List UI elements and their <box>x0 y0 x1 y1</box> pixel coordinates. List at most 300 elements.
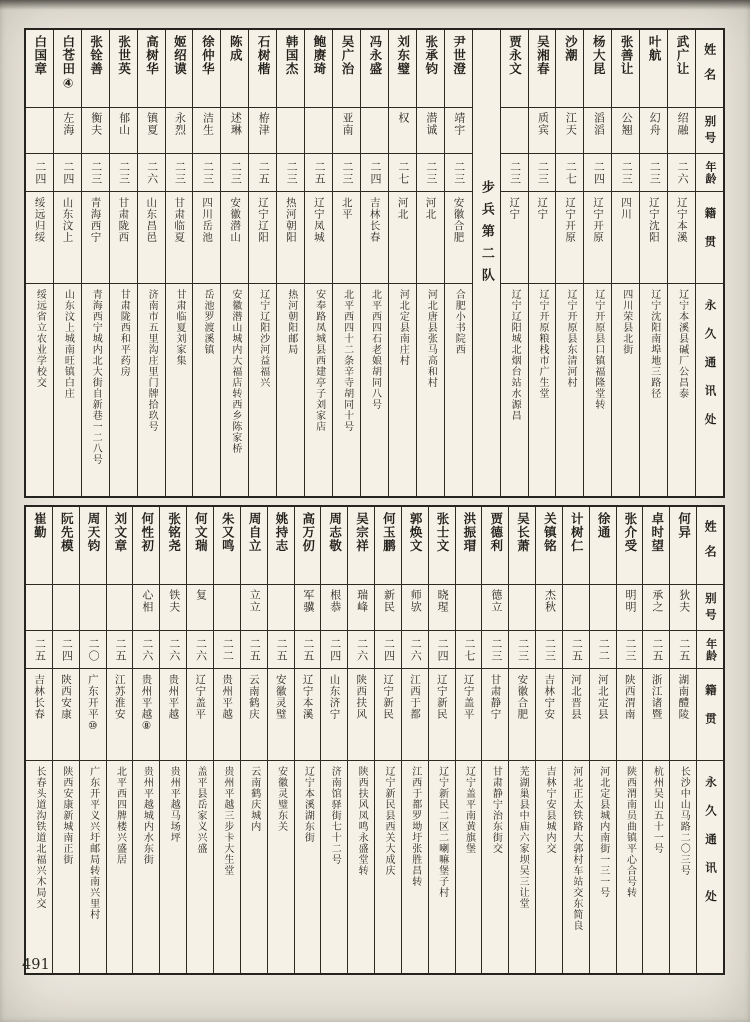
origin-cell: 陕西渭南 <box>617 669 643 761</box>
address-cell: 陕西渭南员曲镇平心合号转 <box>624 766 636 898</box>
age-cell: 二七 <box>556 154 583 192</box>
person-column <box>643 507 670 973</box>
age-cell: 二三 <box>277 154 304 192</box>
name-cell: 周天钧 <box>80 507 106 585</box>
person-column <box>590 507 617 973</box>
name-cell: 计树仁 <box>563 507 589 585</box>
person-column <box>456 507 483 973</box>
age-cell: 二三 <box>509 631 535 669</box>
age-cell: 二〇 <box>80 631 106 669</box>
age-cell: 二六 <box>187 631 213 669</box>
age-cell: 二六 <box>160 631 186 669</box>
origin-cell: 辽宁沈阳 <box>640 192 667 284</box>
name-cell: 何异 <box>670 507 696 585</box>
address-cell: 安徽灵璧东关 <box>275 766 287 832</box>
age-cell: 二三 <box>482 631 508 669</box>
address-cell: 辽宁新民县西关大成庆 <box>382 766 394 876</box>
alias-cell <box>268 585 294 631</box>
address-cell: 济南馆驿街七十二号 <box>329 766 341 865</box>
origin-cell: 辽宁盖平 <box>456 669 482 761</box>
age-cell: 二三 <box>417 154 444 192</box>
address-cell: 贵州平越城内水东街 <box>141 766 153 865</box>
alias-cell <box>26 585 52 631</box>
alias-cell: 德立 <box>482 585 508 631</box>
name-cell: 张铨善 <box>82 30 109 108</box>
origin-cell: 辽宁 <box>501 192 528 284</box>
origin-cell: 贵州平越⑧ <box>133 669 159 761</box>
origin-cell: 浙江诸暨 <box>643 669 669 761</box>
person-column <box>617 507 644 973</box>
origin-cell: 吉林宁安 <box>536 669 562 761</box>
alias-cell: 衡夫 <box>82 108 109 154</box>
person-column <box>187 507 214 973</box>
person-column <box>563 507 590 973</box>
person-column <box>429 507 456 973</box>
name-cell: 吴湘春 <box>529 30 556 108</box>
person-column <box>375 507 402 973</box>
person-column <box>193 30 221 496</box>
alias-cell <box>26 108 53 154</box>
origin-cell: 吉林长春 <box>361 192 388 284</box>
origin-cell: 贵州平越 <box>160 669 186 761</box>
row-label-name-cell: 姓名 <box>696 30 723 108</box>
address-cell: 辽宁辽阳城北烟台站水源昌 <box>509 289 521 421</box>
alias-cell: 师欤 <box>402 585 428 631</box>
alias-cell: 永烈 <box>166 108 193 154</box>
address-cell: 绥远省立农业学校交 <box>34 289 46 388</box>
origin-cell: 河北 <box>389 192 416 284</box>
origin-cell: 辽宁开原 <box>584 192 611 284</box>
person-column <box>166 30 194 496</box>
name-cell: 姬绍谟 <box>166 30 193 108</box>
name-cell: 武广让 <box>668 30 695 108</box>
age-cell: 二三 <box>612 154 639 192</box>
row-labels-column <box>696 30 723 496</box>
person-column <box>82 30 110 496</box>
address-cell: 北平西四石老娘胡同八号 <box>369 289 381 410</box>
alias-cell <box>80 585 106 631</box>
alias-cell: 滔滔 <box>584 108 611 154</box>
age-cell: 二三 <box>501 154 528 192</box>
address-cell: 辽宁开原县东清河村 <box>564 289 576 388</box>
origin-cell: 安徽潜山 <box>221 192 248 284</box>
address-cell: 岳池罗渡溪镇 <box>201 289 213 355</box>
address-cell: 辽宁新民二区二喇嘛堡子村 <box>436 766 448 898</box>
age-cell: 二二 <box>214 631 240 669</box>
person-column <box>333 30 361 496</box>
age-cell: 二四 <box>26 154 53 192</box>
origin-cell: 云南鹤庆 <box>241 669 267 761</box>
section-title: 步兵第二队 <box>478 180 494 290</box>
age-cell: 二四 <box>429 631 455 669</box>
name-cell: 吴广治 <box>333 30 360 108</box>
name-cell: 刘文章 <box>107 507 133 585</box>
age-cell: 二三 <box>529 154 556 192</box>
alias-cell: 质宾 <box>529 108 556 154</box>
name-cell: 郭焕文 <box>402 507 428 585</box>
person-column <box>584 30 612 496</box>
alias-cell: 绍融 <box>668 108 695 154</box>
person-column <box>277 30 305 496</box>
person-column <box>417 30 445 496</box>
person-column <box>295 507 322 973</box>
person-column <box>53 507 80 973</box>
address-cell: 长沙中山马路二〇三号 <box>678 766 690 876</box>
age-cell: 二三 <box>333 154 360 192</box>
address-cell: 贵州平越马场坪 <box>168 766 180 843</box>
age-cell: 二五 <box>107 631 133 669</box>
name-cell: 徐仲华 <box>193 30 220 108</box>
person-column <box>501 30 529 496</box>
address-cell: 辽宁本溪县碱厂公昌泰 <box>676 289 688 399</box>
alias-cell: 立立 <box>241 585 267 631</box>
age-cell: 二七 <box>456 631 482 669</box>
person-column <box>80 507 107 973</box>
address-cell: 辽宁开原县口镇福隆堂转 <box>592 289 604 410</box>
name-cell: 尹世澄 <box>445 30 472 108</box>
address-cell: 河北正太铁路大郭村车站交东简良 <box>570 766 582 931</box>
alias-cell <box>214 585 240 631</box>
address-cell: 河北唐县张马高和村 <box>425 289 437 388</box>
name-cell: 沙潮 <box>556 30 583 108</box>
name-cell: 关镇铭 <box>536 507 562 585</box>
origin-cell: 辽宁本溪 <box>295 669 321 761</box>
person-column <box>529 30 557 496</box>
origin-cell: 辽宁辽阳 <box>249 192 276 284</box>
address-cell: 辽宁本溪湖东街 <box>302 766 314 843</box>
name-cell: 吴长萧 <box>509 507 535 585</box>
address-cell: 杭州吴山五十一号 <box>651 766 663 854</box>
name-cell: 周自立 <box>241 507 267 585</box>
age-cell: 二六 <box>133 631 159 669</box>
alias-cell <box>456 585 482 631</box>
origin-cell: 贵州平越 <box>214 669 240 761</box>
origin-cell: 江苏淮安 <box>107 669 133 761</box>
address-cell: 辽宁开原粮栈市广生堂 <box>537 289 549 399</box>
name-cell: 何性初 <box>133 507 159 585</box>
alias-cell: 亚南 <box>333 108 360 154</box>
name-cell: 冯永盛 <box>361 30 388 108</box>
alias-cell: 杰秋 <box>536 585 562 631</box>
age-cell: 二三 <box>536 631 562 669</box>
age-cell: 二七 <box>389 154 416 192</box>
person-column <box>160 507 187 973</box>
person-column <box>402 507 429 973</box>
alias-cell: 根恭 <box>321 585 347 631</box>
origin-cell: 辽宁开原 <box>556 192 583 284</box>
origin-cell: 吉林长春 <box>26 669 52 761</box>
address-cell: 甘肃陇西和平药房 <box>118 289 130 377</box>
roster-table-bottom <box>24 505 725 975</box>
origin-cell: 辽宁新民 <box>375 669 401 761</box>
name-cell: 白国章 <box>26 30 53 108</box>
name-cell: 高树华 <box>138 30 165 108</box>
person-column <box>556 30 584 496</box>
origin-cell: 山东昌邑 <box>138 192 165 284</box>
age-cell: 二五 <box>305 154 332 192</box>
name-cell: 韩国杰 <box>277 30 304 108</box>
person-column <box>107 507 134 973</box>
name-cell: 吴宗祥 <box>348 507 374 585</box>
origin-cell: 青海西宁 <box>82 192 109 284</box>
alias-cell: 明明 <box>617 585 643 631</box>
age-cell: 二六 <box>138 154 165 192</box>
age-cell: 二五 <box>563 631 589 669</box>
row-label-alias-cell: 别号 <box>696 108 723 154</box>
alias-cell: 江天 <box>556 108 583 154</box>
name-cell: 朱又鸣 <box>214 507 240 585</box>
age-cell: 二三 <box>82 154 109 192</box>
person-column <box>54 30 82 496</box>
name-cell: 张介受 <box>617 507 643 585</box>
alias-cell: 左海 <box>54 108 81 154</box>
person-column <box>249 30 277 496</box>
section-column <box>473 30 501 496</box>
origin-cell: 湖南醴陵 <box>670 669 696 761</box>
name-cell: 叶航 <box>640 30 667 108</box>
row-label-origin-cell: 籍贯 <box>697 669 723 761</box>
address-cell: 安奉路凤城县西建亭子刘家店 <box>313 289 325 432</box>
person-column <box>445 30 473 496</box>
age-cell: 二四 <box>53 631 79 669</box>
origin-cell: 北平 <box>333 192 360 284</box>
origin-cell: 辽宁盖平 <box>187 669 213 761</box>
name-cell: 陈成 <box>221 30 248 108</box>
age-cell: 二四 <box>321 631 347 669</box>
alias-cell: 郁山 <box>110 108 137 154</box>
person-column <box>241 507 268 973</box>
address-cell: 四川荣县北街 <box>620 289 632 355</box>
person-column <box>321 507 348 973</box>
address-cell: 陕西安康新城南正街 <box>60 766 72 865</box>
alias-cell: 镇夏 <box>138 108 165 154</box>
address-cell: 长春头道沟铁道北福兴木局交 <box>33 766 45 909</box>
row-label-alias-cell: 别号 <box>697 585 723 631</box>
alias-cell <box>361 108 388 154</box>
alias-cell: 述琳 <box>221 108 248 154</box>
age-cell: 二三 <box>110 154 137 192</box>
row-label-age-cell: 年龄 <box>697 631 723 669</box>
person-column <box>536 507 563 973</box>
alias-cell <box>107 585 133 631</box>
name-cell: 高万仞 <box>295 507 321 585</box>
page-content <box>24 28 725 975</box>
roster-table-top <box>24 28 725 498</box>
alias-cell: 承之 <box>643 585 669 631</box>
name-cell: 卓时望 <box>643 507 669 585</box>
person-column <box>110 30 138 496</box>
address-cell: 广东开平义兴圩邮局转南兴里村 <box>87 766 99 920</box>
origin-cell: 甘肃陇西 <box>110 192 137 284</box>
address-cell: 辽宁盖平南黄旗堡 <box>463 766 475 854</box>
age-cell: 二五 <box>26 631 52 669</box>
name-cell: 何文瑞 <box>187 507 213 585</box>
address-cell: 江西于都罗坳圩张胜昌转 <box>409 766 421 887</box>
origin-cell: 江西于都 <box>402 669 428 761</box>
origin-cell: 绥远归绥 <box>26 192 53 284</box>
name-cell: 白苍田④ <box>54 30 81 108</box>
name-cell: 石树楷 <box>249 30 276 108</box>
alias-cell <box>509 585 535 631</box>
origin-cell: 辽宁 <box>529 192 556 284</box>
origin-cell: 山东汶上 <box>54 192 81 284</box>
address-cell: 辽宁沈阳南埠地三路径 <box>648 289 660 399</box>
name-cell: 何玉鹏 <box>375 507 401 585</box>
name-cell: 徐通 <box>590 507 616 585</box>
age-cell: 二五 <box>643 631 669 669</box>
page-number: 491 <box>22 957 50 973</box>
age-cell: 二四 <box>584 154 611 192</box>
origin-cell: 河北 <box>417 192 444 284</box>
person-column <box>221 30 249 496</box>
age-cell: 二六 <box>668 154 695 192</box>
address-cell: 云南鹤庆城内 <box>248 766 260 832</box>
alias-cell: 军骥 <box>295 585 321 631</box>
alias-cell: 幻舟 <box>640 108 667 154</box>
alias-cell: 新民 <box>375 585 401 631</box>
person-column <box>138 30 166 496</box>
age-cell: 二五 <box>670 631 696 669</box>
address-cell: 河北定县南庄村 <box>397 289 409 366</box>
alias-cell <box>53 585 79 631</box>
row-label-age-cell: 年龄 <box>696 154 723 192</box>
person-column <box>305 30 333 496</box>
name-cell: 刘东璧 <box>389 30 416 108</box>
row-label-origin-cell: 籍贯 <box>696 192 723 284</box>
age-cell: 二六 <box>348 631 374 669</box>
address-cell: 甘肃临夏刘家集 <box>174 289 186 366</box>
age-cell: 二四 <box>375 631 401 669</box>
age-cell: 二五 <box>241 631 267 669</box>
origin-cell: 甘肃临夏 <box>166 192 193 284</box>
origin-cell: 辽宁凤城 <box>305 192 332 284</box>
name-cell: 张承钧 <box>417 30 444 108</box>
alias-cell: 狄夫 <box>670 585 696 631</box>
alias-cell: 栫津 <box>249 108 276 154</box>
origin-cell: 热河朝阳 <box>277 192 304 284</box>
alias-cell: 权 <box>389 108 416 154</box>
origin-cell: 陕西扶风 <box>348 669 374 761</box>
person-column <box>26 30 54 496</box>
row-label-name-cell: 姓名 <box>697 507 723 585</box>
age-cell: 二三 <box>640 154 667 192</box>
address-cell: 安徽潜山城内大福店转西乡陈家桥 <box>229 289 241 454</box>
name-cell: 阮先模 <box>53 507 79 585</box>
address-cell: 贵州平越三步卡大生堂 <box>221 766 233 876</box>
alias-cell <box>590 585 616 631</box>
address-cell: 河北定县城内南街一三一号 <box>597 766 609 898</box>
age-cell: 二三 <box>221 154 248 192</box>
address-cell: 热河朝阳邮局 <box>285 289 297 355</box>
origin-cell: 安徽合肥 <box>445 192 472 284</box>
address-cell: 合肥小书院西 <box>453 289 465 355</box>
name-cell: 贾永文 <box>501 30 528 108</box>
person-column <box>133 507 160 973</box>
age-cell: 二六 <box>402 631 428 669</box>
address-cell: 山东汶上城南旺镇白庄 <box>62 289 74 399</box>
age-cell: 二四 <box>361 154 388 192</box>
origin-cell: 河北晋县 <box>563 669 589 761</box>
alias-cell: 心相 <box>133 585 159 631</box>
age-cell: 二三 <box>193 154 220 192</box>
age-cell: 二三 <box>445 154 472 192</box>
address-cell: 甘肃静宁治东街交 <box>490 766 502 854</box>
alias-cell <box>305 108 332 154</box>
person-column <box>214 507 241 973</box>
name-cell: 张世英 <box>110 30 137 108</box>
name-cell: 张士文 <box>429 507 455 585</box>
origin-cell: 河北定县 <box>590 669 616 761</box>
age-cell: 二五 <box>249 154 276 192</box>
origin-cell: 广东开平⑩ <box>80 669 106 761</box>
address-cell: 青海西宁城内北大街自新巷一二八号 <box>90 289 102 465</box>
age-cell: 二三 <box>166 154 193 192</box>
person-column <box>389 30 417 496</box>
origin-cell: 甘肃静宁 <box>482 669 508 761</box>
address-cell: 吉林宁安县城内交 <box>544 766 556 854</box>
alias-cell: 铁夫 <box>160 585 186 631</box>
address-cell: 济南市五里沟庄里门牌拾玖号 <box>146 289 158 432</box>
alias-cell <box>563 585 589 631</box>
row-labels-column <box>697 507 723 973</box>
origin-cell: 陕西安康 <box>53 669 79 761</box>
alias-cell <box>277 108 304 154</box>
name-cell: 张善让 <box>612 30 639 108</box>
person-column <box>361 30 389 496</box>
age-cell: 二五 <box>268 631 294 669</box>
origin-cell: 安徽合肥 <box>509 669 535 761</box>
origin-cell: 辽宁新民 <box>429 669 455 761</box>
name-cell: 鲍赓琦 <box>305 30 332 108</box>
name-cell: 贾德利 <box>482 507 508 585</box>
name-cell: 周志敬 <box>321 507 347 585</box>
origin-cell: 四川 <box>612 192 639 284</box>
name-cell: 姚持志 <box>268 507 294 585</box>
person-column <box>348 507 375 973</box>
address-cell: 陕西扶风凤鸣永盛堂转 <box>356 766 368 876</box>
person-column <box>640 30 668 496</box>
age-cell: 二五 <box>295 631 321 669</box>
origin-cell: 安徽灵璧 <box>268 669 294 761</box>
alias-cell: 公翘 <box>612 108 639 154</box>
alias-cell: 靖宇 <box>445 108 472 154</box>
alias-cell: 瑞峰 <box>348 585 374 631</box>
alias-cell: 晓瑆 <box>429 585 455 631</box>
name-cell: 崔勤 <box>26 507 52 585</box>
name-cell: 张铭尧 <box>160 507 186 585</box>
alias-cell: 洁生 <box>193 108 220 154</box>
origin-cell: 辽宁本溪 <box>668 192 695 284</box>
origin-cell: 山东济宁 <box>321 669 347 761</box>
person-column <box>668 30 696 496</box>
alias-cell: 潜诚 <box>417 108 444 154</box>
address-cell: 芜湖巢县中庙六家坝吴三让堂 <box>517 766 529 909</box>
address-cell: 北平西四十二条辛寺胡同十号 <box>341 289 353 432</box>
person-column <box>26 507 53 973</box>
origin-cell: 四川岳池 <box>193 192 220 284</box>
row-label-address-cell: 永久通讯处 <box>703 299 718 442</box>
address-cell: 辽宁辽阳沙河益福兴 <box>257 289 269 388</box>
address-cell: 盖平县岳家义兴盛 <box>195 766 207 854</box>
scan-edge-artifact <box>0 0 750 10</box>
name-cell: 洪振瑁 <box>456 507 482 585</box>
age-cell: 二四 <box>54 154 81 192</box>
address-cell: 北平西四牌楼兴盛居 <box>114 766 126 865</box>
row-label-address-cell: 永久通讯处 <box>703 776 718 919</box>
alias-cell: 复 <box>187 585 213 631</box>
person-column <box>482 507 509 973</box>
name-cell: 杨大昆 <box>584 30 611 108</box>
